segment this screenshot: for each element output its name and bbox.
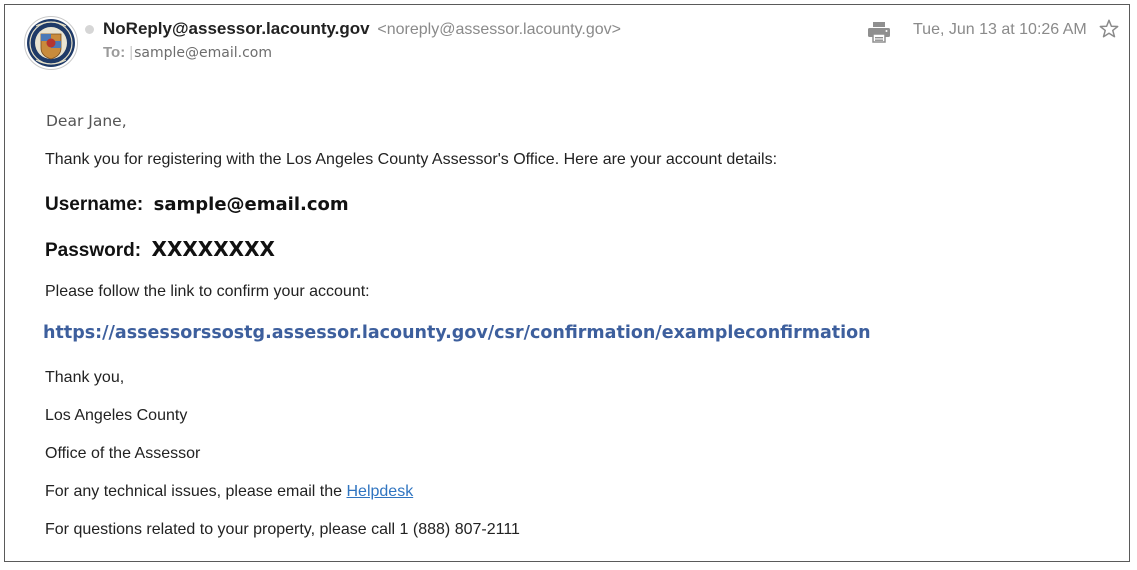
message-date: Tue, Jun 13 at 10:26 AM <box>913 21 1087 38</box>
password-label: Password: <box>45 240 142 261</box>
confirmation-link[interactable]: https://assessorssostg.assessor.lacounty.gov/csr/confirmation/exampleconfirmation <box>43 323 871 343</box>
status-dot <box>85 25 94 34</box>
signature-county: Los Angeles County <box>45 407 188 424</box>
sender-line <box>103 19 621 39</box>
username-label: Username: <box>45 194 144 215</box>
recipient-email[interactable]: sample@email.com <box>134 45 272 61</box>
recipient-line <box>103 44 272 61</box>
sender-name[interactable]: NoReply@assessor.lacounty.gov <box>103 19 370 38</box>
username-row <box>45 194 349 216</box>
password-value: XXXXXXXX <box>151 237 275 261</box>
to-label: To: <box>103 44 126 61</box>
follow-link-text: Please follow the link to confirm your account: <box>45 283 370 300</box>
helpdesk-link[interactable]: Helpdesk <box>346 483 414 500</box>
email-header <box>5 5 1129 85</box>
recipient-separator: | <box>129 44 134 61</box>
closing-text: Thank you, <box>45 369 125 386</box>
sender-email: <noreply@assessor.lacounty.gov> <box>377 21 622 38</box>
print-icon[interactable] <box>867 21 891 43</box>
greeting: Dear Jane, <box>46 112 127 130</box>
email-message-frame <box>4 4 1130 562</box>
password-row <box>45 237 275 262</box>
tech-support-line <box>45 483 413 501</box>
signature-office: Office of the Assessor <box>45 445 201 462</box>
intro-text: Thank you for registering with the Los Angeles County Assessor's Office. Here are your account details: <box>45 151 778 168</box>
star-icon[interactable] <box>1098 18 1120 40</box>
county-seal-avatar[interactable] <box>24 16 78 70</box>
username-value: sample@email.com <box>153 194 349 215</box>
phone-support-line: For questions related to your property, please call 1 (888) 807-2111 <box>45 521 520 538</box>
tech-support-text: For any technical issues, please email the <box>45 483 347 500</box>
